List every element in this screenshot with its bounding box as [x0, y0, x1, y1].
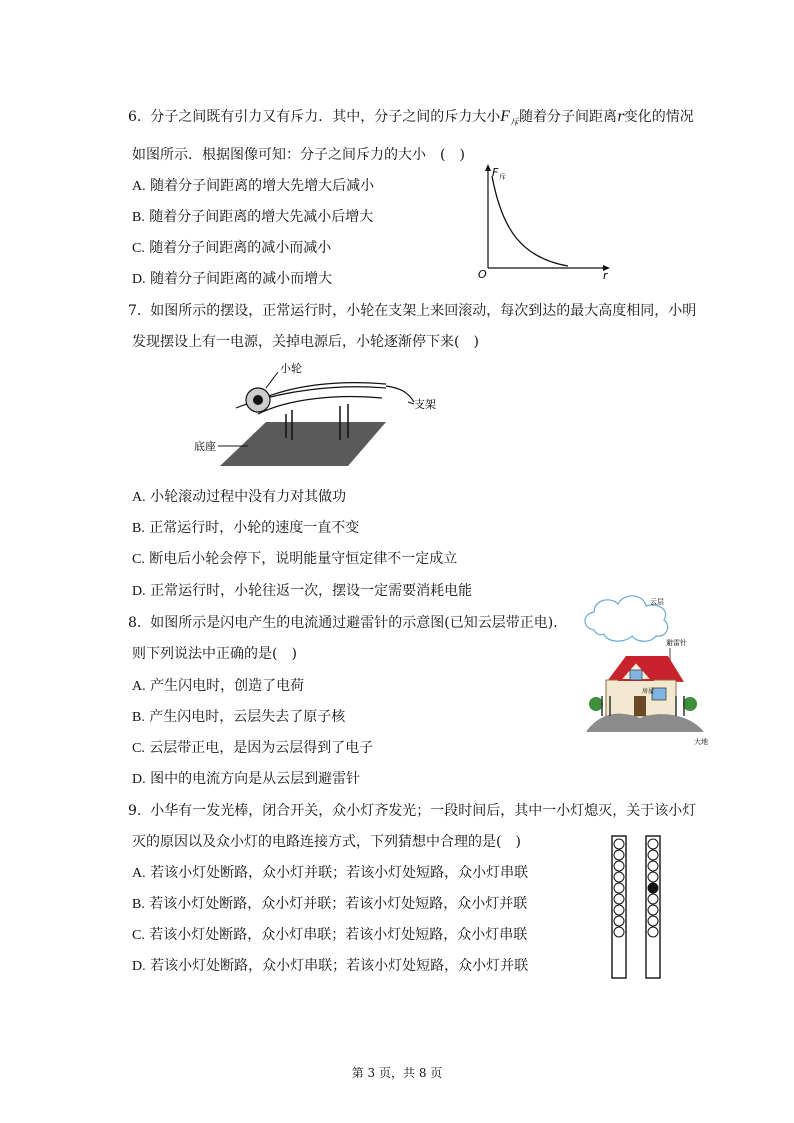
q8-stem-line1: 8. 如图所示是闪电产生的电流通过避雷针的示意图(已知云层带正电).: [128, 615, 558, 631]
q7-option-c: C. 断电后小轮会停下，说明能量守恒定律不一定成立: [132, 551, 458, 567]
q6-option-a: A. 随着分子间距离的增大先增大后减小: [132, 178, 375, 194]
q6-option-b: B. 随着分子间距离的增大先减小后增大: [132, 209, 374, 225]
q9-light-stick-right: [646, 836, 660, 978]
q9-stem-line2: 灭的原因以及众小灯的电路连接方式，下列猜想中合理的是( ): [132, 834, 521, 850]
q6-graph-origin: O: [478, 268, 487, 281]
q8-option-a: A. 产生闪电时，创造了电荷: [132, 678, 305, 694]
q8-option-c: C. 云层带正电，是因为云层得到了电子: [132, 740, 374, 756]
q6-option-d: D. 随着分子间距离的减小而增大: [132, 271, 333, 287]
q8-house-label: 房屋: [642, 688, 655, 695]
q9-option-c: C. 若该小灯处断路，众小灯串联；若该小灯处短路，众小灯串联: [132, 927, 528, 943]
q7-wheel-stand-figure: [190, 358, 460, 470]
q9-stem-line1: 9. 小华有一发光棒，闭合开关，众小灯齐发光；一段时间后，其中一小灯熄灭，关于该小灯: [128, 803, 697, 819]
q9-option-a: A. 若该小灯处断路，众小灯并联；若该小灯处短路，众小灯串联: [132, 865, 529, 881]
q8-option-b: B. 产生闪电时，云层失去了原子核: [132, 709, 346, 725]
q6-stem-text-c: 变化的情况: [623, 109, 694, 125]
q8-rod-label: 避雷针: [666, 639, 687, 647]
q6-graph-x-label: r: [603, 269, 608, 282]
q9-option-d: D. 若该小灯处断路，众小灯串联；若该小灯处短路，众小灯并联: [132, 958, 529, 974]
q6-r-symbol: r: [617, 109, 624, 125]
q6-stem-text-a: 分子之间既有引力又有斥力．其中，分子之间的斥力大小: [150, 109, 501, 125]
q7-option-a: A. 小轮滚动过程中没有力对其做功: [132, 489, 347, 505]
q9-dark-bulb: [648, 883, 658, 893]
q7-base: [220, 422, 386, 466]
q8-ground-label: 大地: [694, 738, 708, 746]
q6-option-c: C. 随着分子间距离的减小而减小: [132, 240, 332, 256]
q9-light-stick-figure: [604, 834, 670, 982]
q6-stem-line1: [128, 108, 694, 131]
q6-force-symbol: $F_斥$: [500, 108, 520, 128]
q8-cloud-label: 云层: [650, 598, 664, 606]
q8-option-d: D. 图中的电流方向是从云层到避雷针: [132, 771, 361, 787]
q7-stem-line2: 发现摆设上有一电源，关掉电源后，小轮逐渐停下来( ): [132, 334, 479, 350]
q9-option-b: B. 若该小灯处断路，众小灯并联；若该小灯处短路，众小灯并联: [132, 896, 528, 912]
q7-stem-line1: 7. 如图所示的摆设，正常运行时，小轮在支架上来回滚动，每次到达的最大高度相同，小明: [128, 303, 697, 319]
q6-graph-y-label: F: [492, 166, 499, 179]
q8-stem-line2: 则下列说法中正确的是( ): [132, 646, 297, 662]
q6-force-graph: [472, 160, 618, 282]
q9-light-stick-left: [612, 836, 626, 978]
q7-option-b: B. 正常运行时，小轮的速度一直不变: [132, 520, 360, 536]
q7-stand-label: 支架: [414, 398, 436, 411]
q8-lightning-rod-figure: [580, 592, 716, 748]
q7-base-label: 底座: [194, 440, 216, 453]
q6-graph-y-sub: 斥: [499, 173, 506, 181]
page-footer: 第 3 页，共 8 页: [351, 1066, 443, 1080]
q8-ground: [586, 714, 704, 732]
q6-number: 6.: [128, 109, 142, 125]
q7-option-d: D. 正常运行时，小轮往返一次，摆设一定需要消耗电能: [132, 583, 473, 599]
q6-stem-line2: 如图所示．根据图像可知：分子之间斥力的大小 ( ): [132, 147, 465, 163]
q6-stem-text-b: 随着分子间距离: [519, 109, 618, 125]
q7-wheel-label: 小轮: [280, 362, 302, 375]
